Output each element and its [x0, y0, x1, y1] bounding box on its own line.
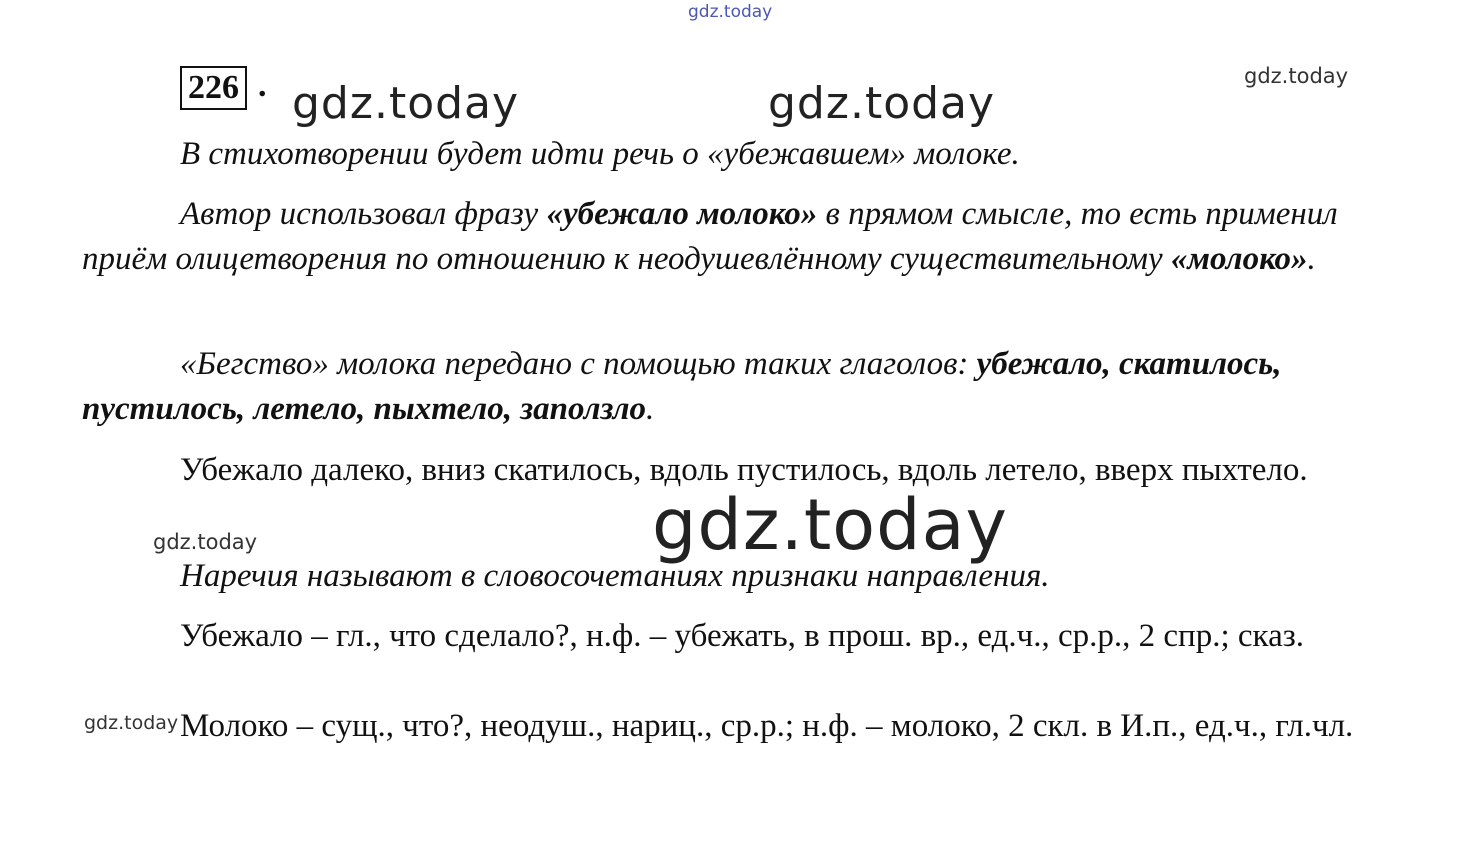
- watermark-header-center: gdz.today: [768, 78, 996, 129]
- paragraph-verbs-intro: «Бегство» молока передано с помощью таких глаголов:: [180, 346, 977, 382]
- paragraph-author-phrase-end: .: [1307, 241, 1316, 277]
- watermark-header-left: gdz.today: [292, 78, 520, 129]
- paragraph-parse-noun: Молоко – сущ., что?, неодуш., нариц., ср.р.; н.ф. – молоко, 2 скл. в И.п., ед.ч., гл.чл.: [180, 708, 1354, 744]
- watermark-middle-big: gdz.today: [652, 484, 1008, 566]
- paragraph-topic: В стихотворении будет идти речь о «убежавшем» молоке.: [180, 136, 1020, 172]
- exercise-number-dot: .: [258, 67, 267, 104]
- paragraph-parse-verb: Убежало – гл., что сделало?, н.ф. – убежать, в прош. вр., ед.ч., ср.р., 2 спр.; сказ.: [180, 618, 1304, 654]
- verbs-list: убежало, скатилось, пустилось, летело, пыхтело, заползло: [82, 346, 1282, 427]
- watermark-left-mid: gdz.today: [153, 530, 258, 554]
- paragraph-author-phrase: [82, 192, 1382, 282]
- phrase-ran-away-milk: «убежало молоко»: [546, 196, 818, 232]
- watermark-left-low: gdz.today: [84, 712, 179, 734]
- paragraph-adverbs-phrases: Убежало далеко, вниз скатилось, вдоль пустилось, вдоль летело, вверх пыхтело.: [180, 452, 1308, 488]
- paragraph-verbs-end: .: [646, 391, 655, 427]
- paragraph-verbs: [82, 342, 1382, 432]
- watermark-top: gdz.today: [688, 2, 773, 22]
- paragraph-author-phrase-text-1: Автор использовал фразу: [180, 196, 547, 232]
- word-milk: «молоко»: [1170, 241, 1308, 277]
- paragraph-author-phrase-text-2: в прямом смысле, то есть применил приём олицетворения по отношению к неодушевлённому существительному: [82, 196, 1338, 277]
- paragraph-adverbs-meaning: Наречия называют в словосочетаниях признаки направления.: [180, 558, 1050, 594]
- exercise-number: 226: [180, 66, 247, 110]
- watermark-right: gdz.today: [1244, 64, 1349, 88]
